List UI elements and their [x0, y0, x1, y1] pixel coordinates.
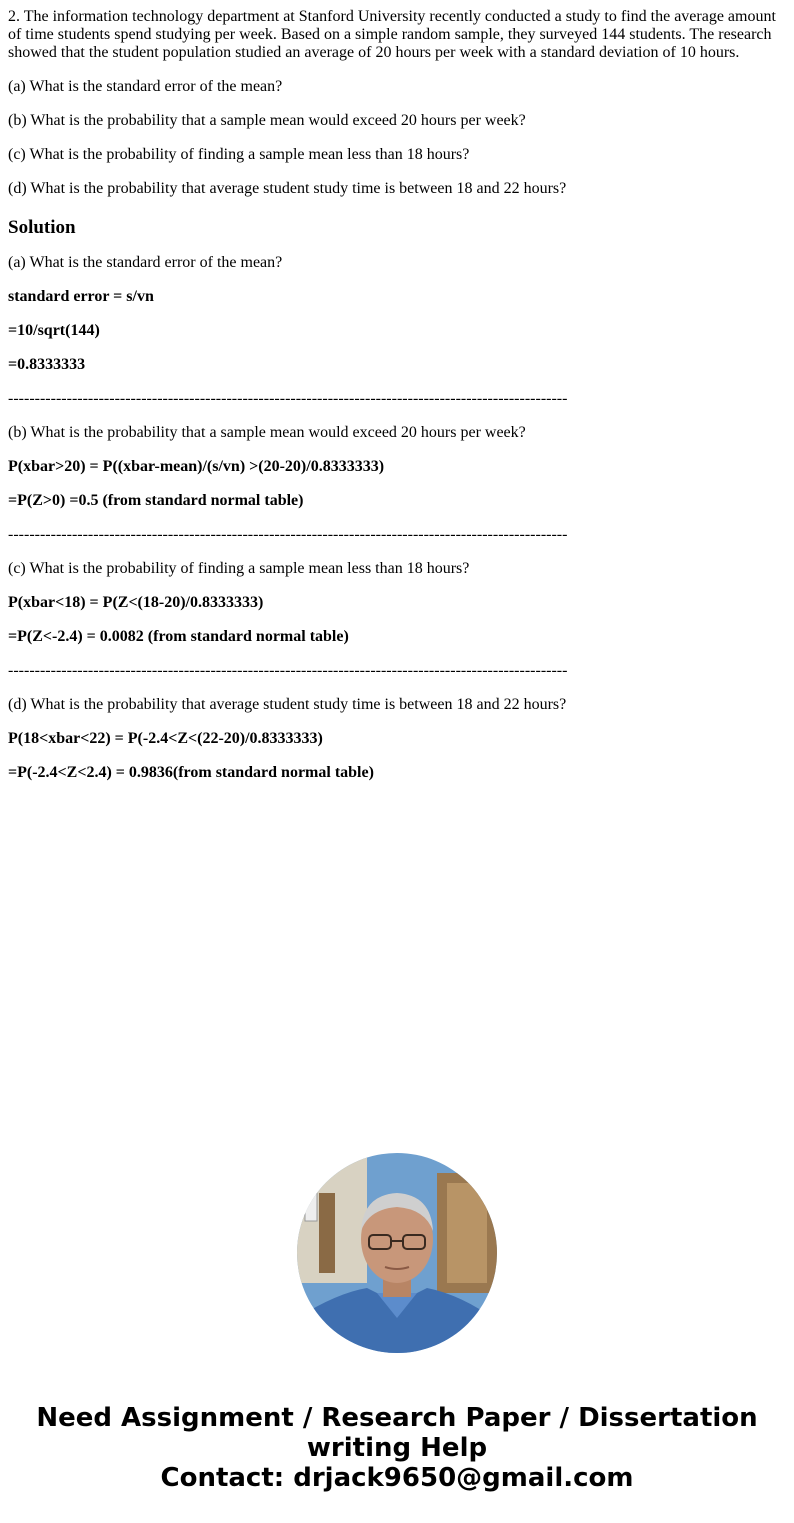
solution-d-line: P(18<xbar<22) = P(-2.4<Z<(22-20)/0.8333333): [8, 730, 323, 747]
solution-heading: Solution: [8, 217, 76, 238]
solution-b-question: (b) What is the probability that a sample mean would exceed 20 hours per week?: [8, 424, 526, 441]
question-a: (a) What is the standard error of the mean?: [8, 78, 283, 95]
solution-a-question: (a) What is the standard error of the mean?: [8, 254, 283, 271]
solution-d-line: =P(-2.4<Z<2.4) = 0.9836(from standard normal table): [8, 764, 374, 781]
solution-c-question: (c) What is the probability of finding a sample mean less than 18 hours?: [8, 560, 470, 577]
separator: ---------------------------------------------------------------------------------------------------------: [8, 526, 568, 543]
author-avatar: [297, 1153, 497, 1353]
promo-line: writing Help: [306, 1433, 488, 1463]
promo-contact: Contact: drjack9650@gmail.com: [160, 1463, 634, 1493]
solution-a-line: =10/sqrt(144): [8, 322, 100, 339]
question-intro: 2. The information technology department at Stanford University recently conducted a study to find the average amount of time students spend studying per week. Based on a simple random sample, they surveyed 144 students. The research showed that the student population studied an average of 20 hours per week with a standard deviation of 10 hours.: [8, 8, 776, 61]
separator: ---------------------------------------------------------------------------------------------------------: [8, 390, 568, 407]
separator: ---------------------------------------------------------------------------------------------------------: [8, 662, 568, 679]
solution-a-line: standard error = s/vn: [8, 288, 154, 305]
solution-c-line: =P(Z<-2.4) = 0.0082 (from standard normal table): [8, 628, 349, 645]
question-c: (c) What is the probability of finding a sample mean less than 18 hours?: [8, 146, 470, 163]
solution-d-question: (d) What is the probability that average student study time is between 18 and 22 hours?: [8, 696, 567, 713]
solution-b-line: P(xbar>20) = P((xbar-mean)/(s/vn) >(20-20)/0.8333333): [8, 458, 385, 475]
solution-a-line: =0.8333333: [8, 356, 86, 373]
promo-section: [0, 1153, 794, 1493]
question-d: (d) What is the probability that average student study time is between 18 and 22 hours?: [8, 180, 567, 197]
solution-b-line: =P(Z>0) =0.5 (from standard normal table): [8, 492, 304, 509]
promo-line: Need Assignment / Research Paper / Dissertation: [36, 1403, 758, 1433]
question-b: (b) What is the probability that a sample mean would exceed 20 hours per week?: [8, 112, 526, 129]
solution-c-line: P(xbar<18) = P(Z<(18-20)/0.8333333): [8, 594, 264, 611]
promo-banner: [0, 1403, 794, 1493]
author-photo: [297, 1153, 497, 1353]
